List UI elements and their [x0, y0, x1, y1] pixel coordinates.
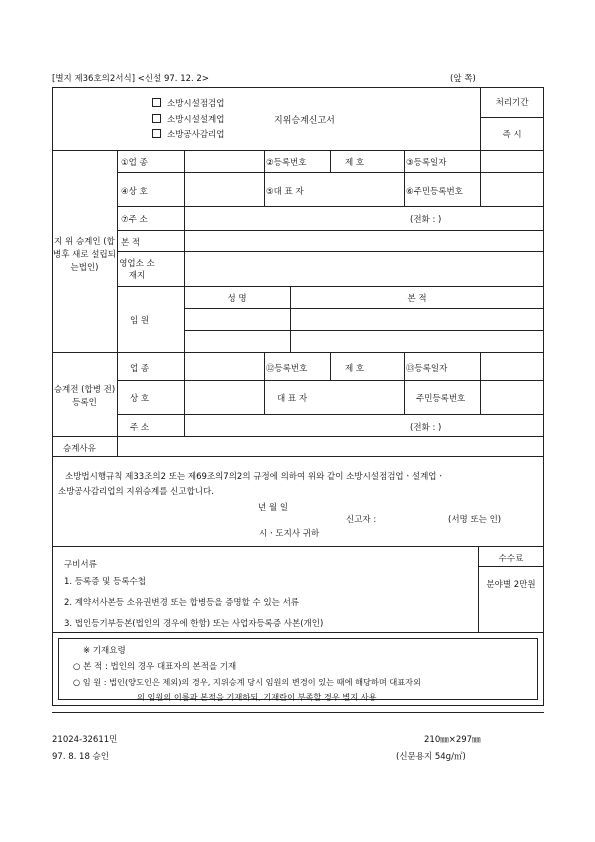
note-officer-2: 의 임원의 이름과 본적을 기재하되, 기재란이 부족할 경우 별지 사용: [137, 692, 377, 702]
successor-business-type-label: ①업 종: [121, 158, 148, 168]
page-side: (앞 쪽): [450, 74, 476, 84]
predecessor-business-type-label: 업 종: [130, 364, 150, 374]
fee-label: 수수료: [498, 554, 524, 564]
officer-domicile-header: 본 적: [407, 294, 427, 304]
checkbox-icon[interactable]: [152, 129, 161, 138]
declaration-date: 년 월 일: [258, 503, 289, 513]
sign-label: (서명 또는 인): [448, 515, 502, 525]
note-officer-1: ○ 임 원 : 법인(양도인은 제외)의 경우, 지위승계 당시 임원의 변경이 있는 때에 해당하며 대표자외: [73, 677, 421, 687]
form-title: 지위승계신고서: [274, 116, 335, 126]
declaration-line-1: 소방법시행규칙 제33조의2 또는 제69조의7의2의 규정에 의하여 위와 같이 소방시설점검업ㆍ설계업ㆍ: [65, 472, 445, 482]
paper-type: (신문용지 54g/㎡): [396, 752, 466, 762]
predecessor-trade-name-label: 상 호: [130, 394, 150, 404]
successor-reg-date-label: ③등록일자: [406, 158, 447, 168]
option-inspection[interactable]: 소방시설점검업: [152, 97, 224, 109]
successor-phone: (전화 : ): [410, 215, 442, 225]
document-item-1: 1. 등록증 및 등록수첩: [64, 577, 146, 587]
successor-representative-label: ⑤대 표 자: [266, 187, 304, 197]
addressee: 시ㆍ도지사 귀하: [259, 529, 320, 539]
predecessor-phone: (전화 : ): [410, 423, 442, 433]
successor-office-label: 영업소 소재지: [119, 259, 155, 281]
form-number: [별지 제36호의2서식] <신설 97. 12. 2>: [52, 74, 209, 84]
successor-reg-prefix: 제 호: [345, 158, 365, 168]
successor-reg-no-label: ②등록번호: [266, 158, 307, 168]
checkbox-icon[interactable]: [152, 98, 161, 107]
reason-label: 승계사유: [63, 444, 96, 454]
document-item-2: 2. 계약서사본등 소유권변경 또는 합병등을 증명할 수 있는 서류: [64, 598, 300, 608]
successor-address-label: ⑦주 소: [121, 215, 148, 225]
document-item-3: 3. 법인등기부등본(법인의 경우에 한함) 또는 사업자등록증 사본(개인): [64, 619, 324, 629]
processing-period-label: 처리기간: [495, 98, 529, 108]
predecessor-section-label: 승계전 (합병 전)등록인: [53, 385, 116, 408]
option-supervision[interactable]: 소방공사감리업: [152, 128, 224, 140]
successor-section-label: 지 위 승계인 (합병후 새로 설립되는법인): [53, 237, 116, 273]
successor-officer-label: 임 원: [130, 316, 150, 326]
reporter-label: 신고자 :: [346, 515, 377, 525]
declaration-line-2: 소방공사감리업의 지위승계를 신고합니다.: [58, 487, 214, 497]
approval-date: 97. 8. 18 승인: [52, 752, 109, 762]
predecessor-address-label: 주 소: [130, 423, 150, 433]
checkbox-icon[interactable]: [152, 114, 161, 123]
officer-name-header: 성 명: [227, 294, 247, 304]
successor-trade-name-label: ④상 호: [121, 187, 148, 197]
successor-domicile-label: 본 적: [121, 238, 141, 248]
form-code: 21024-32611민: [52, 735, 118, 745]
paper-size: 210㎜×297㎜: [424, 735, 481, 745]
fee-value: 분야별 2만원: [486, 580, 536, 590]
predecessor-representative-label: 대 표 자: [277, 394, 308, 404]
predecessor-reg-date-label: ⑬등록일자: [406, 364, 448, 374]
predecessor-resident-no-label: 주민등록번호: [416, 394, 466, 404]
documents-title: 구비서류: [64, 560, 97, 570]
notes-title: ※ 기재요령: [83, 646, 126, 656]
successor-resident-no-label: ⑥주민등록번호: [406, 187, 463, 197]
processing-period-value: 즉 시: [502, 130, 522, 140]
predecessor-reg-no-label: ⑫등록번호: [266, 364, 308, 374]
option-design[interactable]: 소방시설설계업: [152, 113, 224, 125]
predecessor-reg-prefix: 제 호: [345, 364, 365, 374]
note-domicile: ○ 본 적 : 법인의 경우 대표자의 본적을 기재: [73, 662, 237, 672]
